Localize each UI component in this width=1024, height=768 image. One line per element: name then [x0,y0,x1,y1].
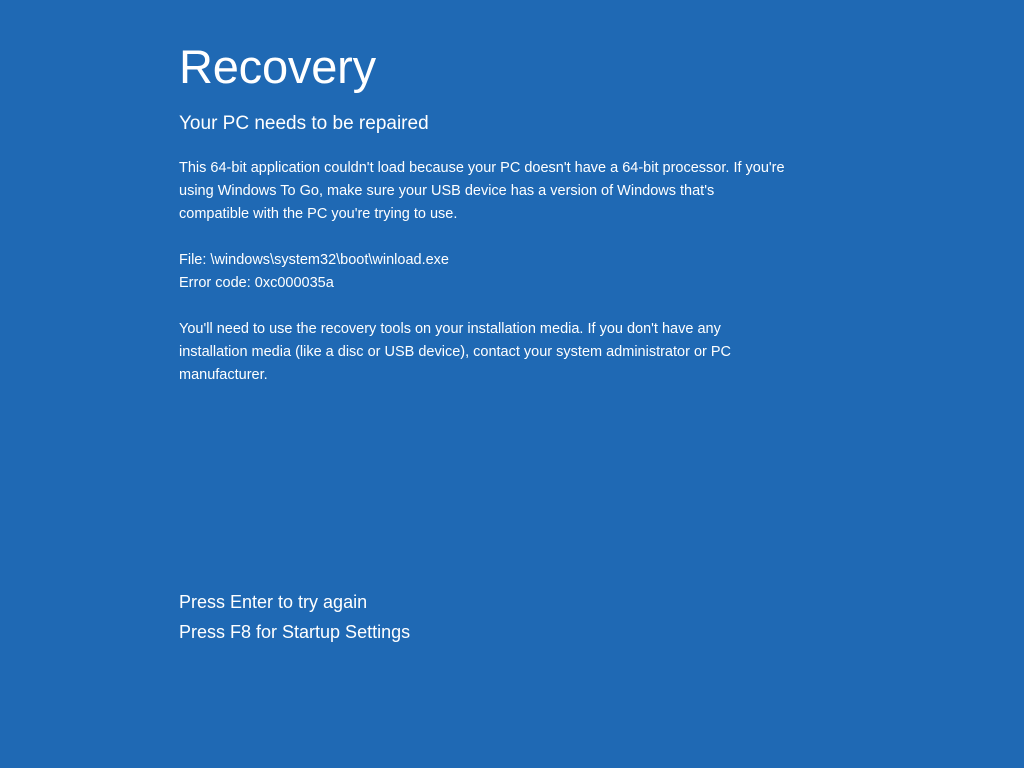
recovery-subtitle: Your PC needs to be repaired [179,113,429,135]
error-code-line: Error code: 0xc000035a [179,275,334,292]
recovery-actions [179,587,819,647]
recovery-content [179,42,819,387]
error-details [179,249,819,295]
error-file-line: File: \windows\system32\boot\winload.exe [179,252,449,269]
recovery-description: This 64-bit application couldn't load because your PC doesn't have a 64-bit processor. If you're using Windows To Go, make sure your USB device has a version of Windows that's compatible with the PC you're trying to use. [179,160,785,223]
spacer-after-description [179,226,819,249]
page-title: Recovery [179,40,376,93]
recovery-help-text: You'll need to use the recovery tools on your installation media. If you don't have any installation media (like a disc or USB device), contact your system administrator or PC manufacturer. [179,321,732,384]
press-f8-action[interactable]: Press F8 for Startup Settings [179,622,411,642]
spacer-after-details [179,295,819,318]
press-enter-action[interactable]: Press Enter to try again [179,592,368,612]
